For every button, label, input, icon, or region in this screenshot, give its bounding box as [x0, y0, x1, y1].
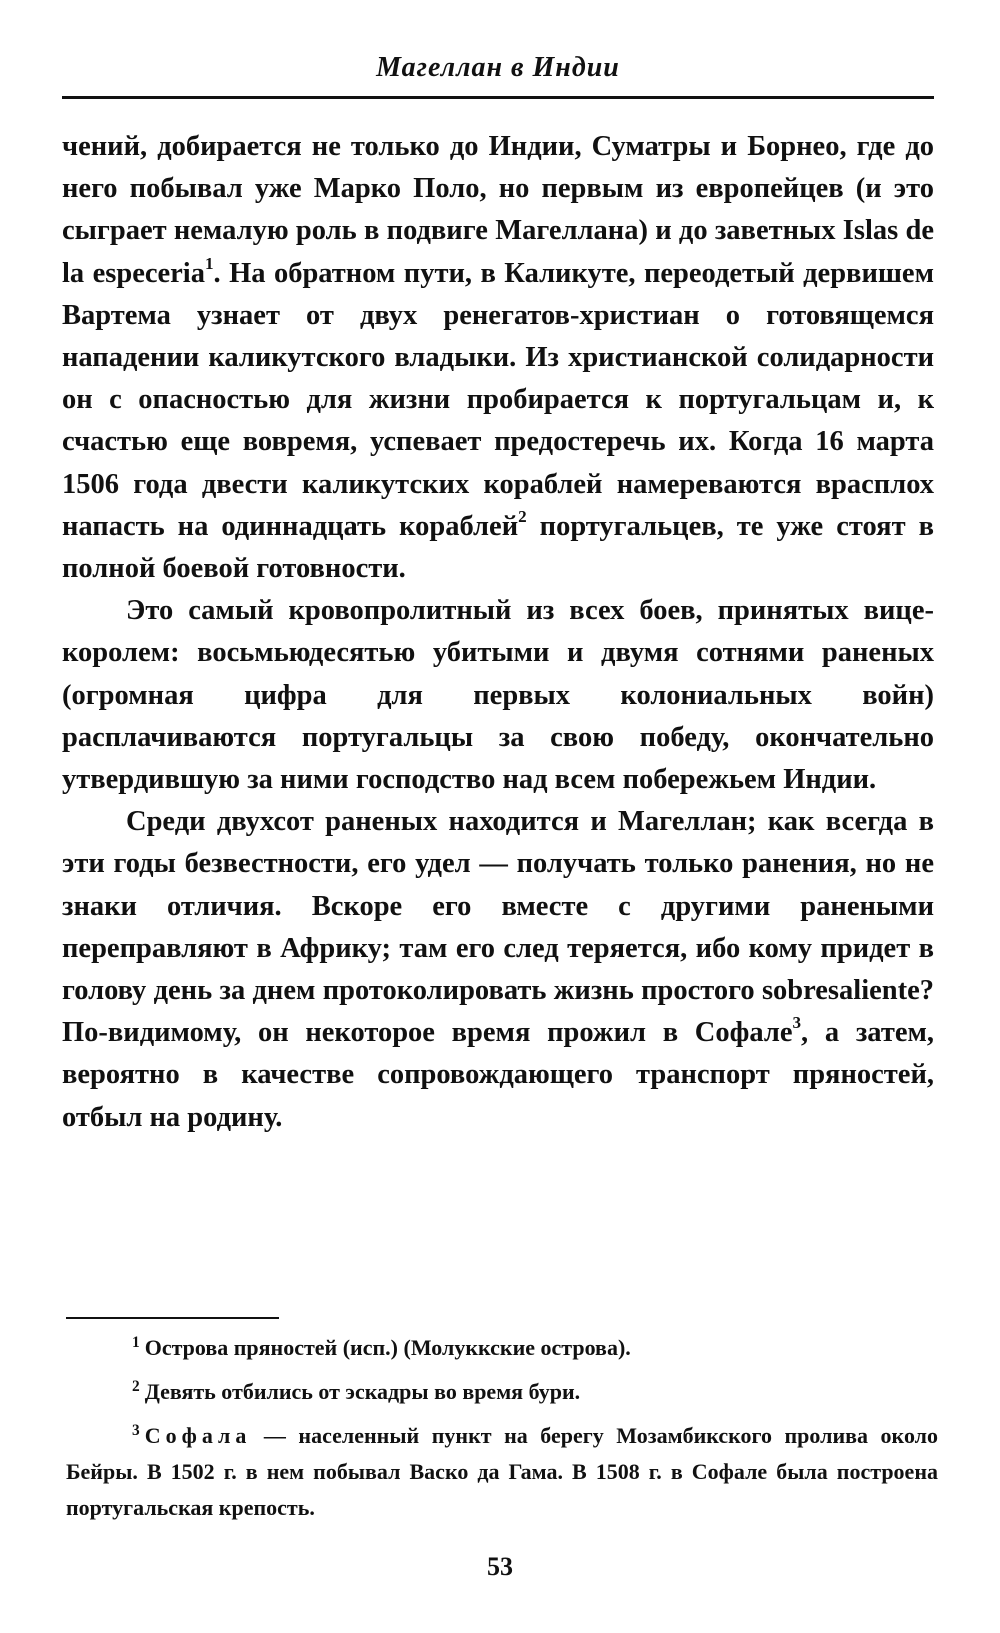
footnote-ref[interactable]: 1 — [204, 253, 214, 273]
text-segment: чений, добирается не только до Индии, Суматры и Борнео, где до него побывал уже Марко Поло, но первым из европейцев (и это сыграет немалую роль в подвиге Магеллана) и до заветных Islas de la especeria — [62, 131, 934, 289]
footnote — [66, 1374, 938, 1410]
footnote-text: Девять отбились от эскадры во время бури. — [144, 1379, 581, 1404]
text-segment: , а затем, вероятно в качестве сопровождающего транспорт пряностей, отбыл на родину. — [62, 1017, 934, 1133]
footnote-lemma: Софала — [144, 1423, 252, 1448]
text-segment: . На обратном пути, в Каликуте, переодетый дервишем Вартема узнает от двух ренегатов-христиан о готовящемся нападении каликутского владыки. Из христианской солидарности он с опасностью для жизни пробирается к португальцам и, к счастью еще вовремя, успевает предостеречь их. Когда 16 марта 1506 года двести каликутских кораблей намереваются врасплох напасть на одиннадцать кораблей — [62, 257, 934, 542]
running-head: Магеллан в Индии — [376, 52, 620, 83]
footnote-marker: 3 — [132, 1422, 140, 1440]
paragraph — [62, 801, 934, 1139]
footnote — [66, 1418, 938, 1526]
page-number: 53 — [487, 1552, 513, 1581]
paragraph — [62, 126, 934, 590]
footnote-ref[interactable]: 3 — [792, 1013, 802, 1033]
body-text — [62, 126, 934, 1139]
header-rule — [62, 96, 934, 99]
footnote — [66, 1330, 938, 1366]
text-segment: Среди двухсот раненых находится и Магеллан; как всегда в эти годы безвестности, его удел — получать только ранения, но не знаки отличия. Вскоре его вместе с другими ранеными переправляют в Африку; там его след теряется, ибо кому придет в голову день за днем протоколировать жизнь простого sobresaliente? По-видимому, он некоторое время прожил в Софале — [62, 806, 934, 1049]
text-segment: Это самый кровопролитный из всех боев, принятых вице-королем: восьмьюдесятью убитыми и двумя сотнями раненых (огромная цифра для первых колониальных войн) расплачиваются португальцы за свою победу, окончательно утвердившую за ними господство над всем побережьем Индии. — [62, 595, 934, 796]
footnote-rule — [66, 1317, 279, 1319]
footnote-marker: 1 — [132, 1334, 140, 1352]
paragraph — [62, 590, 934, 801]
text-segment: португальцев, те уже стоят в полной боевой готовности. — [62, 510, 934, 585]
footnote-text: Острова пряностей (исп.) (Молуккские острова). — [144, 1335, 631, 1360]
footnotes — [66, 1330, 938, 1534]
footnote-marker: 2 — [132, 1378, 140, 1396]
footnote-ref[interactable]: 2 — [518, 507, 527, 527]
footnote-text: — населенный пункт на берегу Мозамбикского пролива около Бейры. В 1502 г. в нем побывал Васко да Гама. В 1508 г. в Софале была построена португальская крепость. — [66, 1423, 938, 1520]
